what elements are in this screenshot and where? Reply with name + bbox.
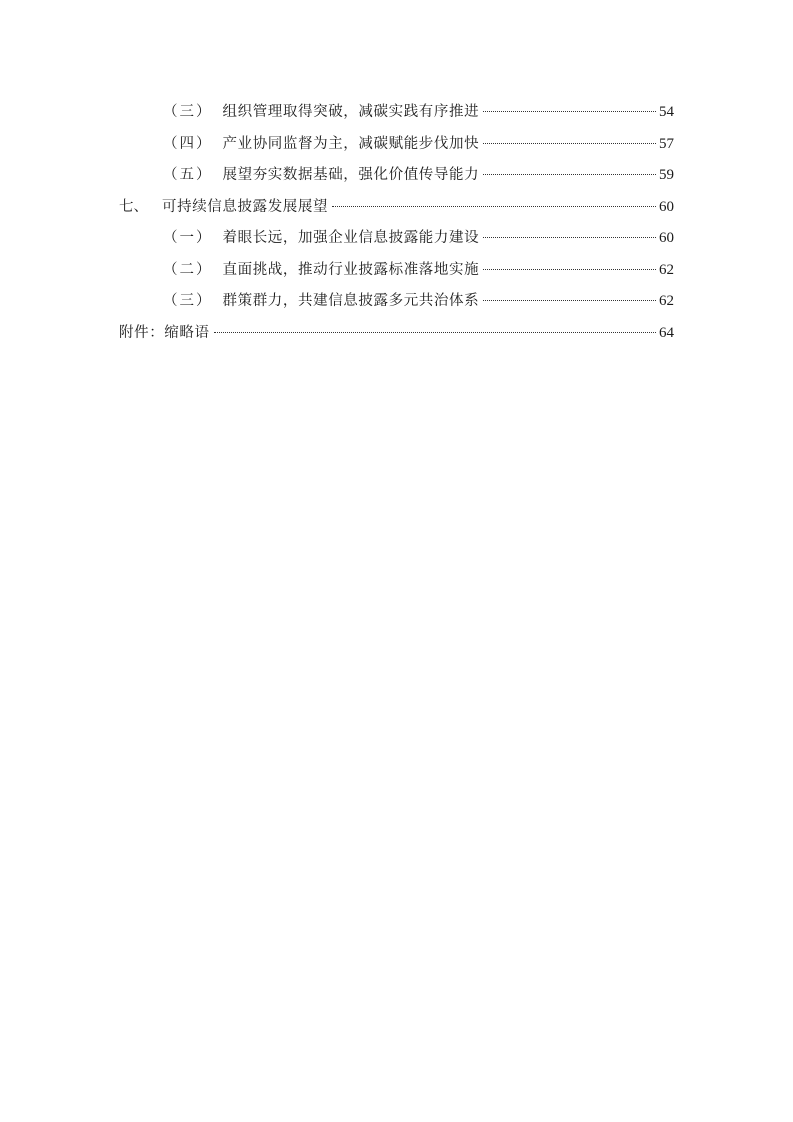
toc-leader-dots [483,237,656,238]
toc-entry-title: 直面挑战，推动行业披露标准落地实施 [222,261,480,278]
toc-leader-dots [214,332,656,333]
toc-entry[interactable] [119,192,674,224]
toc-entry-title: 群策群力，共建信息披露多元共治体系 [222,293,480,309]
toc-entry[interactable] [119,160,674,192]
toc-entry-page: 59 [659,167,674,183]
toc-entry[interactable] [119,97,674,129]
toc-entry[interactable] [119,318,674,350]
toc-entry[interactable] [119,223,674,255]
toc-leader-dots [483,300,656,301]
toc-leader-dots [332,206,656,207]
toc-entry-page: 57 [659,135,674,152]
toc-entry-number: （四） [163,135,213,152]
toc-entry-title: 附件：缩略语 [119,324,210,341]
toc-entry-number: （三） [163,293,213,309]
toc-entry-title: 组织管理取得突破，减碳实践有序推进 [222,104,480,120]
toc-entry-title: 可持续信息披露发展展望 [162,198,329,215]
toc-entry-page: 60 [659,198,674,215]
toc-entry-page: 62 [659,261,674,278]
toc-leader-dots [483,111,656,112]
toc-entry-number: （二） [163,261,213,278]
toc-entry[interactable] [119,286,674,318]
table-of-contents [119,97,674,349]
toc-entry-number: （三） [163,104,213,120]
toc-entry-page: 54 [659,104,674,120]
toc-entry-page: 64 [659,324,674,341]
toc-leader-dots [483,269,656,270]
toc-entry-number: 七、 [119,198,148,215]
toc-leader-dots [483,143,656,144]
toc-entry[interactable] [119,129,674,161]
toc-leader-dots [483,174,656,175]
toc-entry-title: 展望夯实数据基础，强化价值传导能力 [222,167,480,183]
toc-entry-page: 60 [659,230,674,246]
toc-entry-title: 产业协同监督为主，减碳赋能步伐加快 [222,135,480,152]
toc-entry-page: 62 [659,293,674,309]
toc-entry-number: （一） [163,230,213,246]
toc-entry[interactable] [119,255,674,287]
toc-entry-title: 着眼长远，加强企业信息披露能力建设 [222,230,480,246]
toc-entry-number: （五） [163,167,213,183]
